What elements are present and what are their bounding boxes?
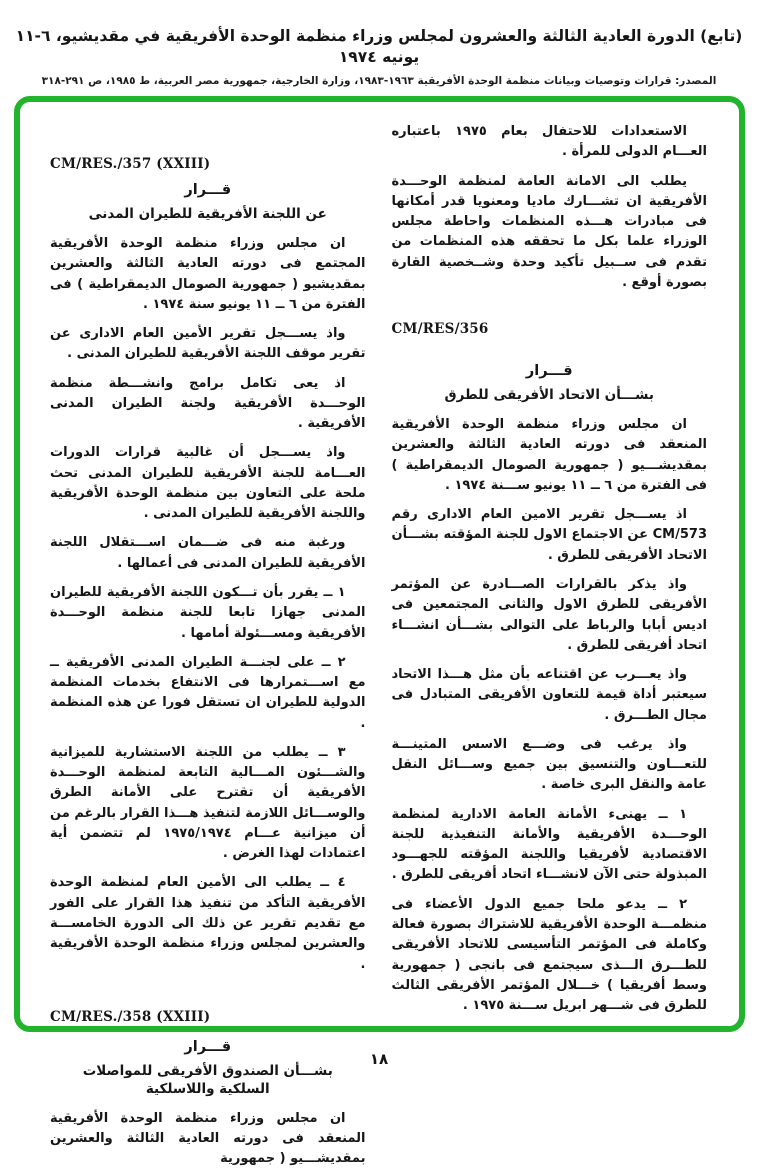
paragraph: يطلب الى الامانة العامة لمنظمة الوحـــدة الأفريقية ان تشـــارك ماديا ومعنويا قدر أمكانها فى مبادرات هـــذه المنظمات واحاطة مجلس الوزراء علما بكل ما تحققه هذه المنظمات من تقدم فى ســبيل تأكيد وحدة وشــخصية القارة بصورة أوقع .: [391, 173, 707, 290]
resolution-number-label: CM/RES./358 (XXIII): [50, 1008, 211, 1025]
paragraph: اذ يســـجل تقرير الامين العام الادارى رقم CM/573 عن الاجتماع الاول للجنة المؤقته بشـــأن الاتحاد الأفريقى للطرق .: [391, 507, 707, 563]
resolution-subject-line2: السلكية واللاسلكية: [145, 1080, 270, 1097]
numbered-clause: ٢ ــ على لجنـــة الطيران المدنى الأفريقية ــ مع اســـتمرارها فى الانتفاع بخدمات المنظمة الدولية للطيران ان تستقل فورا عن هذه المنظمة .: [50, 654, 366, 731]
resolution-heading: قـــرار: [184, 182, 232, 198]
paragraph: واذ يرغب فى وضـــع الاسس المتينـــة للتعـــاون والتنسيق بين جميع وســـائل النقل عامة والنقل البرى خاصة .: [391, 736, 707, 793]
session-title: (تابع) الدورة العادية الثالثة والعشرون لمجلس وزراء منظمة الوحدة الأفريقية في مقديشيو، ٦-١١ يونيه ١٩٧٤: [15, 27, 743, 66]
paragraph: واذ يســـجل أن غالبية قرارات الدورات العـــامة للجنة الأفريقية للطيران المدنى تحث ملحة على التعاون بين منظمة الوحدة الأفريقية واللجنة الأفريقية للطيران المدنى .: [50, 445, 366, 522]
paragraph: واذ يذكر بالقرارات الصـــادرة عن المؤتمر الأفريقى للطرق الاول والثانى المجتمعين فى اديس أبابا والرباط على التوالى بشـــأن انشـــاء اتحاد أفريقى للطرق .: [391, 576, 707, 653]
paragraph: ان مجلس وزراء منظمة الوحدة الأفريقية المنعقد فى دورته العادية الثالثة والعشرين بمقديشـــيو ( جمهورية: [50, 1110, 366, 1167]
resolution-subject: عن اللجنة الأفريقية للطيران المدنى: [88, 206, 327, 222]
paragraph: واذ يســـجل تقرير الأمين العام الادارى عن تقرير موقف اللجنة الأفريقية للطيران المدنى .: [50, 326, 366, 362]
numbered-clause: ١ ــ يقرر بأن تـــكون اللجنة الأفريقية للطيران المدنى جهازا تابعا للجنة منظمة الوحـــدة الأفريقية ومســـئولة أمامها .: [50, 584, 366, 641]
resolution-number-label: CM/RES/356: [391, 321, 489, 338]
page-number: ١٨: [369, 1050, 389, 1068]
page-header: [0, 0, 758, 87]
paragraph: ان مجلس وزراء منظمة الوحدة الأفريقية المنعقد فى دورته العادية الثالثة والعشرين بمقديشـــيو ( جمهورية الصومال الديمقراطية ) فى الفترة من ٦ ــ ١١ يونيو ســـنة ١٩٧٤ .: [391, 417, 707, 493]
numbered-clause: ١ ــ يهنىء الأمانة العامة الادارية لمنظمة الوحـــدة الأفريقية والأمانة التنفيذية للجنة الاقتصادية لأفريقيا واللجنة المؤقته للجهـــود المبذولة حتى الآن لانشـــاء اتحاد أفريقى للطرق .: [391, 806, 707, 883]
paragraph: الاستعدادات للاحتفال بعام ١٩٧٥ باعتباره العـــام الدولى للمرأة .: [391, 124, 707, 160]
numbered-clause: ٣ ــ يطلب من اللجنة الاستشارية للميزانية والشـــئون المـــالية التابعة لمنظمة الوحـــدة الأفريقية أن تقترح على الأمانة الطرق والوســـائل اللازمة لتنفيذ هـــذا القرار بالرغم من أن ميزانية عـــام ١٩٧٥/١٩٧٤ لم تتضمن أية اعتمادات لهذا الغرض .: [50, 744, 366, 862]
paragraph: اذ يعى تكامل برامج وانشـــطة منظمة الوحـــدة الأفريقية ولجنة الطيران المدنى الأفريقية .: [50, 375, 366, 432]
numbered-clause: ٢ ــ يدعو ملحا جميع الدول الأعضاء فى منظمـــة الوحدة الأفريقية للاشتراك بصورة فعالة وكاملة فى المؤتمر التأسيسى للاتحاد الأفريقى للطـــرق الـــذى سيجتمع فى بانجى ( جمهورية وسط أفريقيا ) خـــلال المؤتمر الأفريقى الثالث للطرق فى شـــهر ابريل ســـنة ١٩٧٥ .: [391, 896, 707, 1014]
paragraph: ورغبة منه فى ضـــمان اســـتقلال اللجنة الأفريقية للطيران المدنى فى أعمالها .: [50, 535, 366, 571]
resolution-heading: قـــرار: [525, 363, 573, 380]
source-citation: المصدر: قرارات وتوصيات وبيانات منظمة الوحدة الأفريقية ١٩٦٣-١٩٨٣، وزارة الخارجية، جمهورية مصر العربية، ط ١٩٨٥، ص ٢٩١-٣١٨: [41, 74, 717, 87]
right-column: [392, 122, 708, 1014]
paragraph: ان مجلس وزراء منظمة الوحدة الأفريقية المجتمع فى دورته العادية الثالثة والعشرين بمقديشيو ( جمهورية الصومال الديمقراطية ) فى الفترة من ٦ ــ ١١ يونيو سنة ١٩٧٤ .: [50, 236, 366, 312]
resolution-subject: بشـــأن الصندوق الأفريقى للمواصلات: [82, 1062, 333, 1079]
resolution-number-label: CM/RES./357 (XXIII): [50, 156, 211, 172]
paragraph: واذ يعـــرب عن اقتناعه بأن مثل هـــذا الاتحاد سيعتبر أداة قيمة للتعاون الأفريقى المتبادل فى مجال الطـــرق .: [391, 667, 707, 723]
numbered-clause: ٤ ــ يطلب الى الأمين العام لمنظمة الوحدة الأفريقية التأكد من تنفيذ هذا القرار على الفور مع تقديم تقرير عن ذلك الى الدورة الخامســـة والعشرين لمجلس وزراء منظمة الوحدة الأفريقية .: [50, 875, 366, 972]
resolution-subject: بشـــأن الاتحاد الأفريقى للطرق: [444, 387, 654, 404]
left-column: [50, 156, 366, 1167]
resolution-heading: قـــرار: [184, 1038, 232, 1055]
